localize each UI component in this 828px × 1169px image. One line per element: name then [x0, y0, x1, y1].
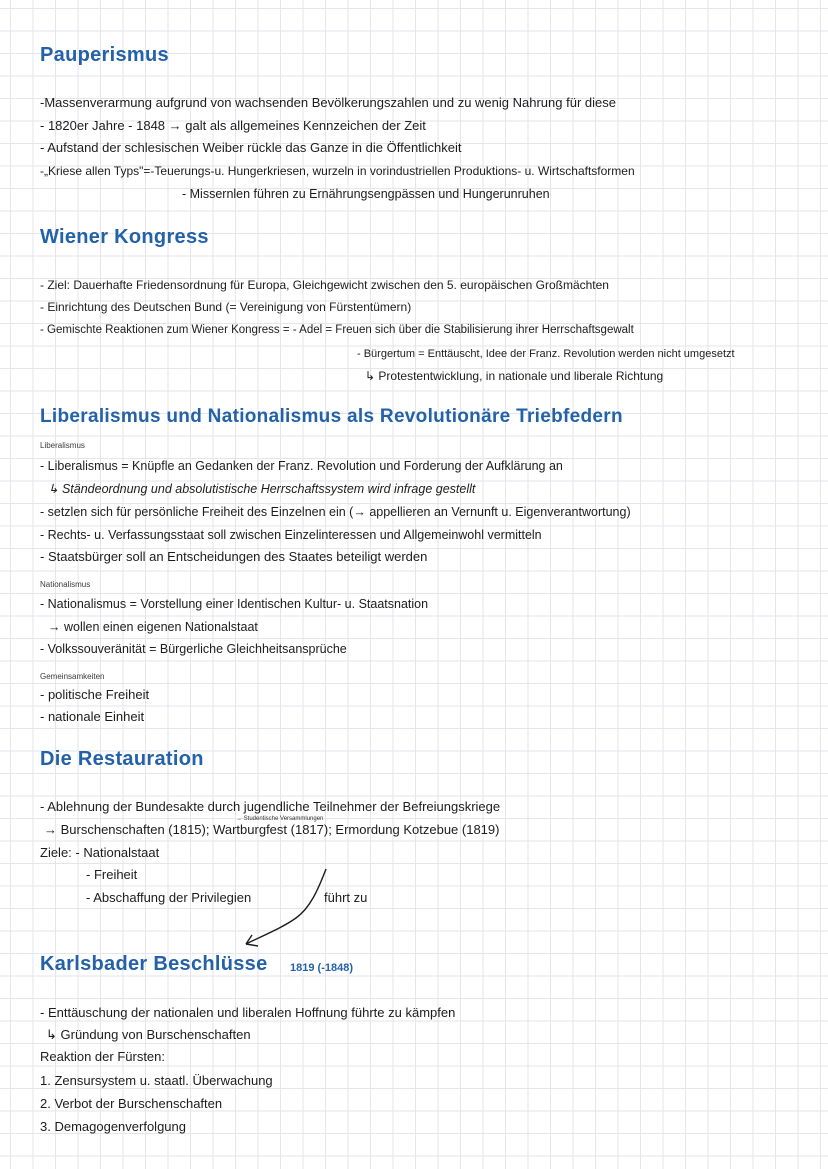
text-line: - Enttäuschung der nationalen und liberalen Hoffnung führte zu kämpfen — [40, 1005, 456, 1020]
text-line: - Gemischte Reaktionen zum Wiener Kongress = - Adel = Freuen sich über die Stabilisierung ihrer Herrschaftsgewalt — [40, 324, 634, 336]
annotation-studentische-versammlungen: → Studentische Versammlungen — [236, 816, 324, 822]
heading-wiener-kongress: Wiener Kongress — [40, 226, 209, 248]
date-label: 1819 (-1848) — [290, 962, 353, 974]
text-line: -„Kriese allen Typs"=-Teuerungs-u. Hungerkriesen, wurzeln in vorindustriellen Produktions- u. Wirtschaftsformen — [40, 164, 635, 178]
text-line: - nationale Einheit — [40, 709, 145, 724]
text-line: ↳ Ständeordnung und absolutistische Herrschaftssystem wird infrage gestellt — [48, 482, 476, 496]
text-line: 2. Verbot der Burschenschaften — [40, 1096, 223, 1111]
heading-restauration: Die Restauration — [40, 748, 204, 770]
text-line: 3. Demagogenverfolgung — [40, 1119, 186, 1134]
text-line: - Missernlen führen zu Ernährungsengpässen und Hungerunruhen — [182, 187, 550, 201]
text-line: - Bürgertum = Enttäuscht, Idee der Franz. Revolution werden nicht umgesetzt — [357, 348, 735, 360]
text-line: - Staatsbürger soll an Entscheidungen des Staates beteiligt werden — [40, 549, 428, 564]
text-line: -Massenverarmung aufgrund von wachsenden Bevölkerungszahlen und zu wenig Nahrung für diese — [40, 95, 616, 110]
subheading-nationalismus: Nationalismus — [40, 580, 91, 589]
text-line: - Rechts- u. Verfassungsstaat soll zwischen Einzelinteressen und Allgemeinwohl vermitteln — [40, 528, 542, 542]
subheading-gemeinsamkeiten: Gemeinsamkeiten — [40, 672, 105, 681]
text-line: - Abschaffung der Privilegien — [86, 890, 252, 905]
text-line: - Ziel: Dauerhafte Friedensordnung für Europa, Gleichgewicht zwischen den 5. europäischen Großmächten — [40, 278, 609, 292]
text-line: → wollen einen eigenen Nationalstaat — [48, 620, 258, 634]
text-line: ↳ Protestentwicklung, in nationale und liberale Richtung — [365, 369, 664, 383]
text-line: Ziele: - Nationalstaat — [40, 845, 160, 860]
heading-pauperismus: Pauperismus — [40, 44, 169, 66]
text-line: Reaktion der Fürsten: — [40, 1049, 166, 1064]
text-line: - Aufstand der schlesischen Weiber rückle das Ganze in die Öffentlichkeit — [40, 140, 462, 155]
text-line: → Burschenschaften (1815); Wartburgfest (1817); Ermordung Kotzebue (1819) — [44, 822, 500, 837]
text-line: ↳ Gründung von Burschenschaften — [46, 1027, 251, 1042]
arrow-label: führt zu — [324, 890, 368, 905]
text-line: - Liberalismus = Knüpfle an Gedanken der Franz. Revolution und Forderung der Aufklärung an — [40, 459, 563, 473]
text-line: - Einrichtung des Deutschen Bund (= Vereinigung von Fürstentümern) — [40, 300, 412, 314]
text-line: - setzlen sich für persönliche Freiheit des Einzelnen ein (→ appellieren an Vernunft u. Eigenverantwortung) — [40, 505, 631, 519]
text-line: - Volkssouveränität = Bürgerliche Gleichheitsansprüche — [40, 642, 347, 656]
text-line: - Nationalismus = Vorstellung einer Identischen Kultur- u. Staatsnation — [40, 597, 429, 611]
text-line: - politische Freiheit — [40, 687, 150, 702]
text-line: - Freiheit — [86, 867, 138, 882]
heading-liberalismus-nationalismus: Liberalismus und Nationalismus als Revolutionäre Triebfedern — [40, 406, 623, 427]
subheading-liberalismus: Liberalismus — [40, 441, 85, 450]
text-line: - 1820er Jahre - 1848 → galt als allgemeines Kennzeichen der Zeit — [40, 118, 426, 133]
heading-karlsbader-beschluesse: Karlsbader Beschlüsse — [40, 953, 268, 975]
text-line: - Ablehnung der Bundesakte durch jugendliche Teilnehmer der Befreiungskriege — [40, 799, 501, 814]
text-line: 1. Zensursystem u. staatl. Überwachung — [40, 1073, 273, 1088]
